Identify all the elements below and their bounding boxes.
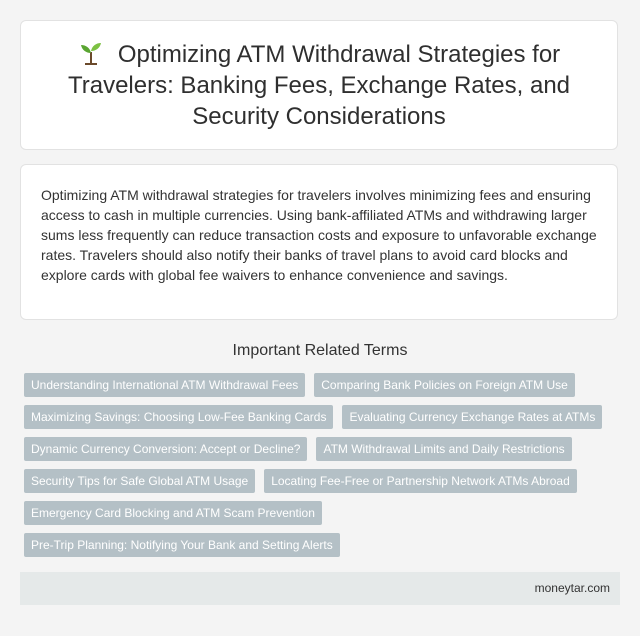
related-term-tag[interactable]: Maximizing Savings: Choosing Low-Fee Banking Cards <box>24 405 333 429</box>
related-term-tag[interactable]: Understanding International ATM Withdrawal Fees <box>24 373 305 397</box>
footer <box>20 572 620 605</box>
related-term-tag[interactable]: Dynamic Currency Conversion: Accept or Decline? <box>24 437 307 461</box>
footer-site-link[interactable]: moneytar.com <box>534 581 610 595</box>
sprout-icon <box>78 41 104 65</box>
related-term-tag[interactable]: Emergency Card Blocking and ATM Scam Prevention <box>24 501 322 525</box>
summary-text: Optimizing ATM withdrawal strategies for travelers involves minimizing fees and ensuring access to cash in multiple currencies. Using bank-affiliated ATMs and withdrawing larger sums less frequently can reduce transaction costs and exposure to unfavorable exchange rates. Travelers should also notify their banks of travel plans to avoid card blocks and explore cards with global fee waivers to enhance convenience and savings. <box>41 187 597 283</box>
related-term-tag[interactable]: Evaluating Currency Exchange Rates at ATMs <box>342 405 602 429</box>
related-term-tag[interactable]: Security Tips for Safe Global ATM Usage <box>24 469 255 493</box>
summary-card <box>20 164 618 320</box>
page-title-text: Optimizing ATM Withdrawal Strategies for Travelers: Banking Fees, Exchange Rates, and Security Considerations <box>67 40 571 130</box>
title-card <box>20 20 618 150</box>
related-term-tag[interactable]: Pre-Trip Planning: Notifying Your Bank and Setting Alerts <box>24 533 340 557</box>
related-term-tag[interactable]: Locating Fee-Free or Partnership Network ATMs Abroad <box>264 469 577 493</box>
related-term-tag[interactable]: ATM Withdrawal Limits and Daily Restrictions <box>316 437 571 461</box>
page-title <box>21 39 617 132</box>
related-terms-heading: Important Related Terms <box>232 342 408 359</box>
related-terms-list <box>24 373 620 557</box>
related-term-tag[interactable]: Comparing Bank Policies on Foreign ATM Use <box>314 373 575 397</box>
